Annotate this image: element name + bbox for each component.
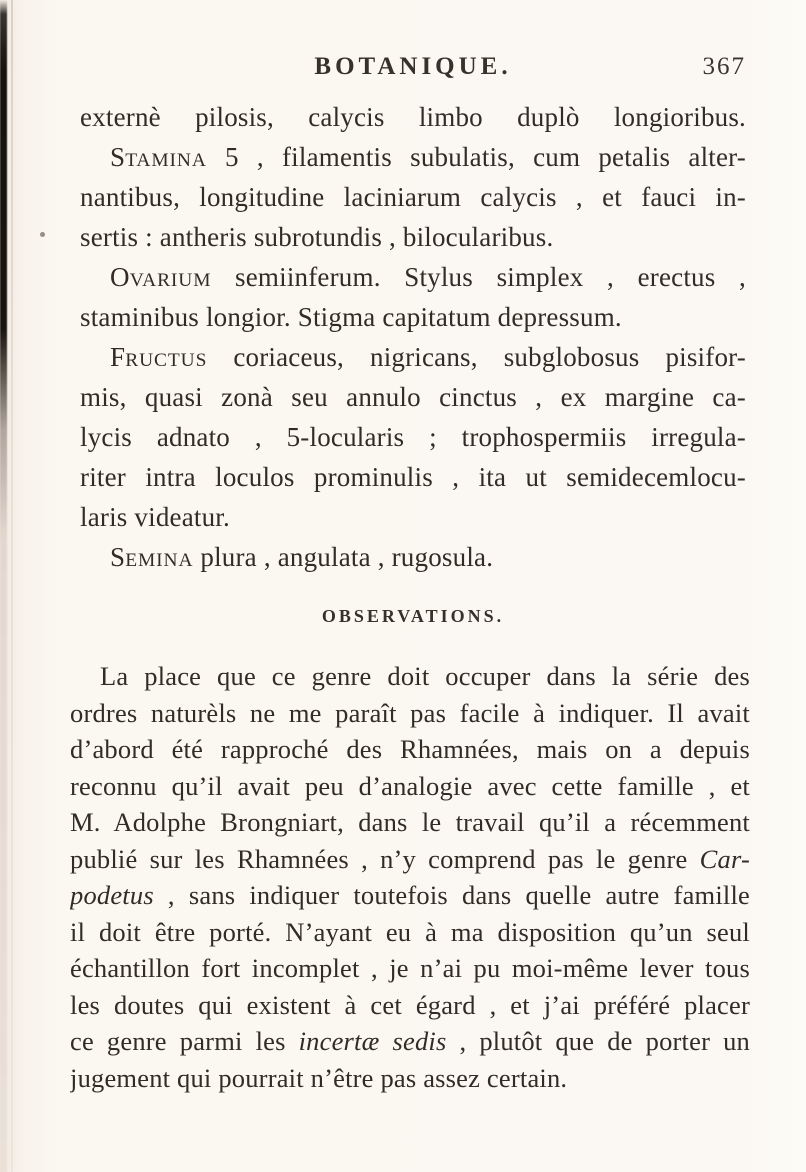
body-text: plura , angulata , rugosula. <box>193 542 494 572</box>
scan-edge-line <box>11 0 13 1172</box>
body-text: nantibus, longitudine laciniarum calycis , et fauci in- <box>80 182 746 212</box>
text-paragraph <box>80 257 746 337</box>
text-line <box>80 457 746 497</box>
text-line <box>70 658 750 695</box>
smallcaps-word: S <box>110 542 126 572</box>
text-line <box>80 497 746 537</box>
smallcaps-word: RUCTUS <box>125 350 208 371</box>
scan-edge-shadow <box>0 0 7 1172</box>
text-line <box>70 1023 750 1060</box>
page-number: 367 <box>702 53 746 80</box>
body-text: coriaceus, nigricans, subglobosus pisifor- <box>207 342 746 372</box>
body-text: laris videatur. <box>80 502 230 532</box>
text-line <box>70 731 750 768</box>
text-line <box>80 337 746 377</box>
body-text: , plutôt que de porter un <box>446 1026 750 1056</box>
text-line <box>80 217 746 257</box>
text-line <box>80 97 746 137</box>
smallcaps-word: F <box>110 342 126 372</box>
body-text: reconnu qu’il avait peu d’analogie avec cette famille , et <box>70 770 750 801</box>
observations-heading: OBSERVATIONS. <box>321 606 505 626</box>
body-text: La place que ce genre doit occuper dans la série des <box>100 661 750 691</box>
text-line <box>70 1060 750 1097</box>
text-line <box>80 377 746 417</box>
text-line <box>70 950 750 987</box>
smallcaps-word: VARIUM <box>129 270 212 291</box>
smallcaps-word: O <box>110 262 130 292</box>
italic-text: incertæ sedis <box>298 1026 447 1056</box>
italic-text: podetus <box>70 880 154 910</box>
text-line <box>80 177 746 217</box>
smallcaps-word: EMINA <box>125 550 194 571</box>
text-paragraph <box>70 658 750 1096</box>
ink-speck <box>40 232 45 237</box>
body-text: il doit être porté. N’ayant eu à ma disposition qu’un seul <box>70 916 750 947</box>
body-text: ce genre parmi les <box>70 1026 299 1056</box>
text-paragraph <box>80 537 746 577</box>
italic-text: Car- <box>699 843 750 874</box>
text-line <box>80 537 746 577</box>
body-text: jugement qui pourrait n’être pas assez certain. <box>70 1062 568 1093</box>
body-text: staminibus longior. Stigma capitatum depressum. <box>80 302 622 332</box>
text-paragraph <box>80 137 746 257</box>
body-text: d’abord été rapproché des Rhamnées, mais on a depuis <box>70 734 750 764</box>
body-text: M. Adolphe Brongniart, dans le travail qu’il a récemment <box>70 807 750 837</box>
body-text: les doutes qui existent à cet égard , et j’ai préféré placer <box>70 989 750 1020</box>
text-line <box>80 257 746 297</box>
text-line <box>70 877 750 914</box>
text-paragraph <box>80 97 746 137</box>
text-line <box>70 914 750 951</box>
text-line <box>70 841 750 878</box>
body-text: mis, quasi zonà seu annulo cinctus , ex margine ca- <box>80 382 746 412</box>
body-text: , sans indiquer toutefois dans quelle autre famille <box>153 880 750 910</box>
smallcaps-word: S <box>110 142 126 172</box>
text-line <box>70 768 750 805</box>
body-text: 5 , filamentis subulatis, cum petalis alter- <box>206 142 746 172</box>
page-header <box>80 52 746 82</box>
body-text: ordres naturèls ne me paraît pas facile à indiquer. Il avait <box>70 697 750 728</box>
text-paragraph <box>80 337 746 537</box>
observations-text-section <box>70 658 750 1096</box>
body-text: externè pilosis, calycis limbo duplò longioribus. <box>80 102 746 132</box>
text-line <box>80 417 746 457</box>
body-text: échantillon fort incomplet , je n’ai pu moi-même lever tous <box>70 953 750 983</box>
text-line <box>80 137 746 177</box>
text-line <box>80 297 746 337</box>
body-text: publié sur les Rhamnées , n’y comprend pas le genre <box>70 843 700 874</box>
latin-description-section <box>80 97 746 577</box>
text-line <box>70 695 750 732</box>
body-text: lycis adnato , 5-locularis ; trophospermiis irregula- <box>80 422 746 452</box>
body-text: riter intra loculos prominulis , ita ut semidecemlocu- <box>80 462 746 492</box>
body-text: semiinferum. Stylus simplex , erectus , <box>211 262 746 292</box>
running-title: BOTANIQUE. <box>314 53 512 80</box>
text-line <box>70 804 750 841</box>
body-text: sertis : antheris subrotundis , bilocularibus. <box>80 222 554 252</box>
text-line <box>70 987 750 1024</box>
smallcaps-word: TAMINA <box>125 150 207 171</box>
